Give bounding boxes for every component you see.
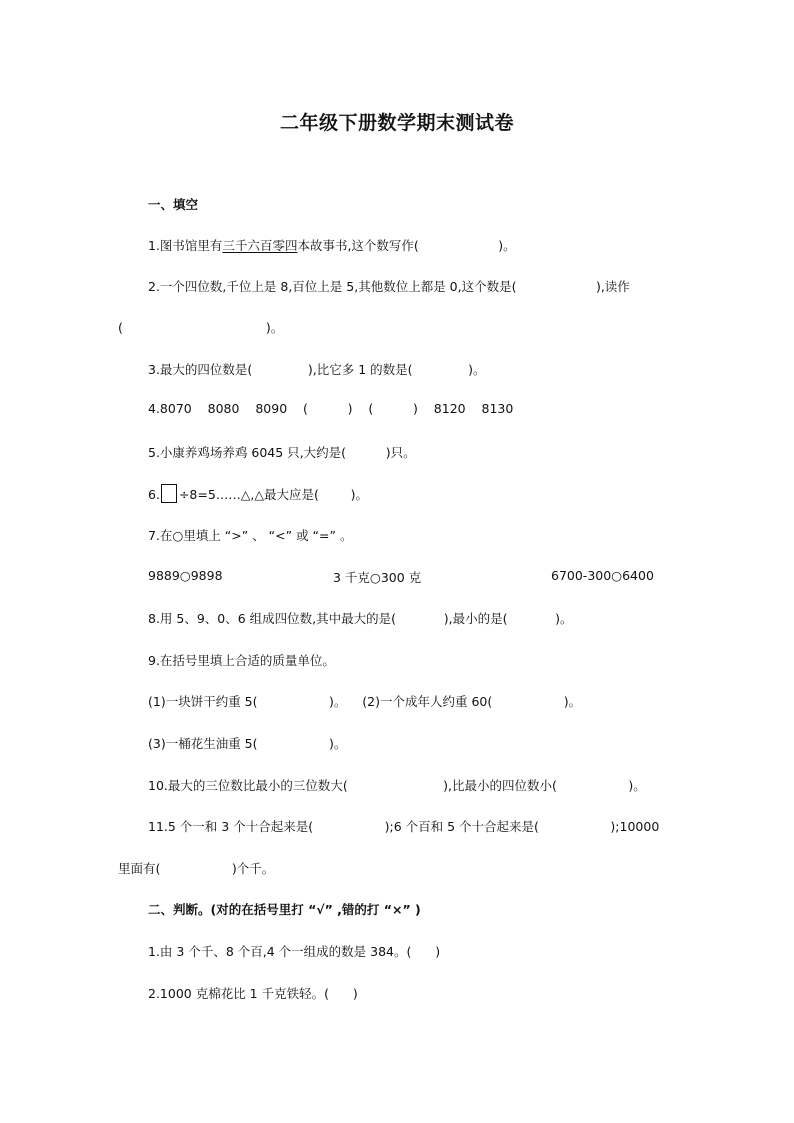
judge-question-2: 2.1000 克棉花比 1 千克铁轻。( ) xyxy=(148,986,358,1001)
question-4: 4.8070 8080 8090 ( ) ( ) 8120 8130 xyxy=(148,401,514,416)
compare-item-1: 9889○9898 xyxy=(148,568,223,583)
question-7: 7.在○里填上 “>” 、 “<” 或 “=” 。 xyxy=(148,528,353,543)
question-1: 1.图书馆里有三千六百零四本故事书,这个数写作( )。 xyxy=(148,238,516,253)
question-6: 6. ÷8=5……△,△最大应是( )。 xyxy=(148,484,368,503)
question-9-item-3: (3)一桶花生油重 5( )。 xyxy=(148,736,347,751)
question-3: 3.最大的四位数是( ),比它多 1 的数是( )。 xyxy=(148,362,486,377)
compare-item-3: 6700-300○6400 xyxy=(551,568,654,583)
question-8: 8.用 5、9、0、6 组成四位数,其中最大的是( ),最小的是( )。 xyxy=(148,611,573,626)
compare-item-2: 3 千克○300 克 xyxy=(333,570,422,585)
section-1-heading: 一、填空 xyxy=(148,197,199,212)
underlined-number-words: 三千六百零四 xyxy=(222,238,298,253)
question-11-line-1: 11.5 个一和 3 个十合起来是( );6 个百和 5 个十合起来是( );10000 xyxy=(148,819,660,834)
question-2-line-1: 2.一个四位数,千位上是 8,百位上是 5,其他数位上都是 0,这个数是( ),读作 xyxy=(148,279,630,294)
judge-question-1: 1.由 3 个千、8 个百,4 个一组成的数是 384。( ) xyxy=(148,944,441,959)
question-9-items-1-2: (1)一块饼干约重 5( )。 (2)一个成年人约重 60( )。 xyxy=(148,694,582,709)
question-11-line-2: 里面有( )个千。 xyxy=(118,861,275,876)
question-2-line-2: ( )。 xyxy=(118,320,284,335)
question-9: 9.在括号里填上合适的质量单位。 xyxy=(148,653,335,668)
blank-box xyxy=(161,484,177,503)
page-title: 二年级下册数学期末测试卷 xyxy=(279,112,514,134)
question-5: 5.小康养鸡场养鸡 6045 只,大约是( )只。 xyxy=(148,445,416,460)
section-2-heading: 二、判断。(对的在括号里打 “√” ,错的打 “×” ) xyxy=(148,902,421,917)
question-10: 10.最大的三位数比最小的三位数大( ),比最小的四位数小( )。 xyxy=(148,778,646,793)
